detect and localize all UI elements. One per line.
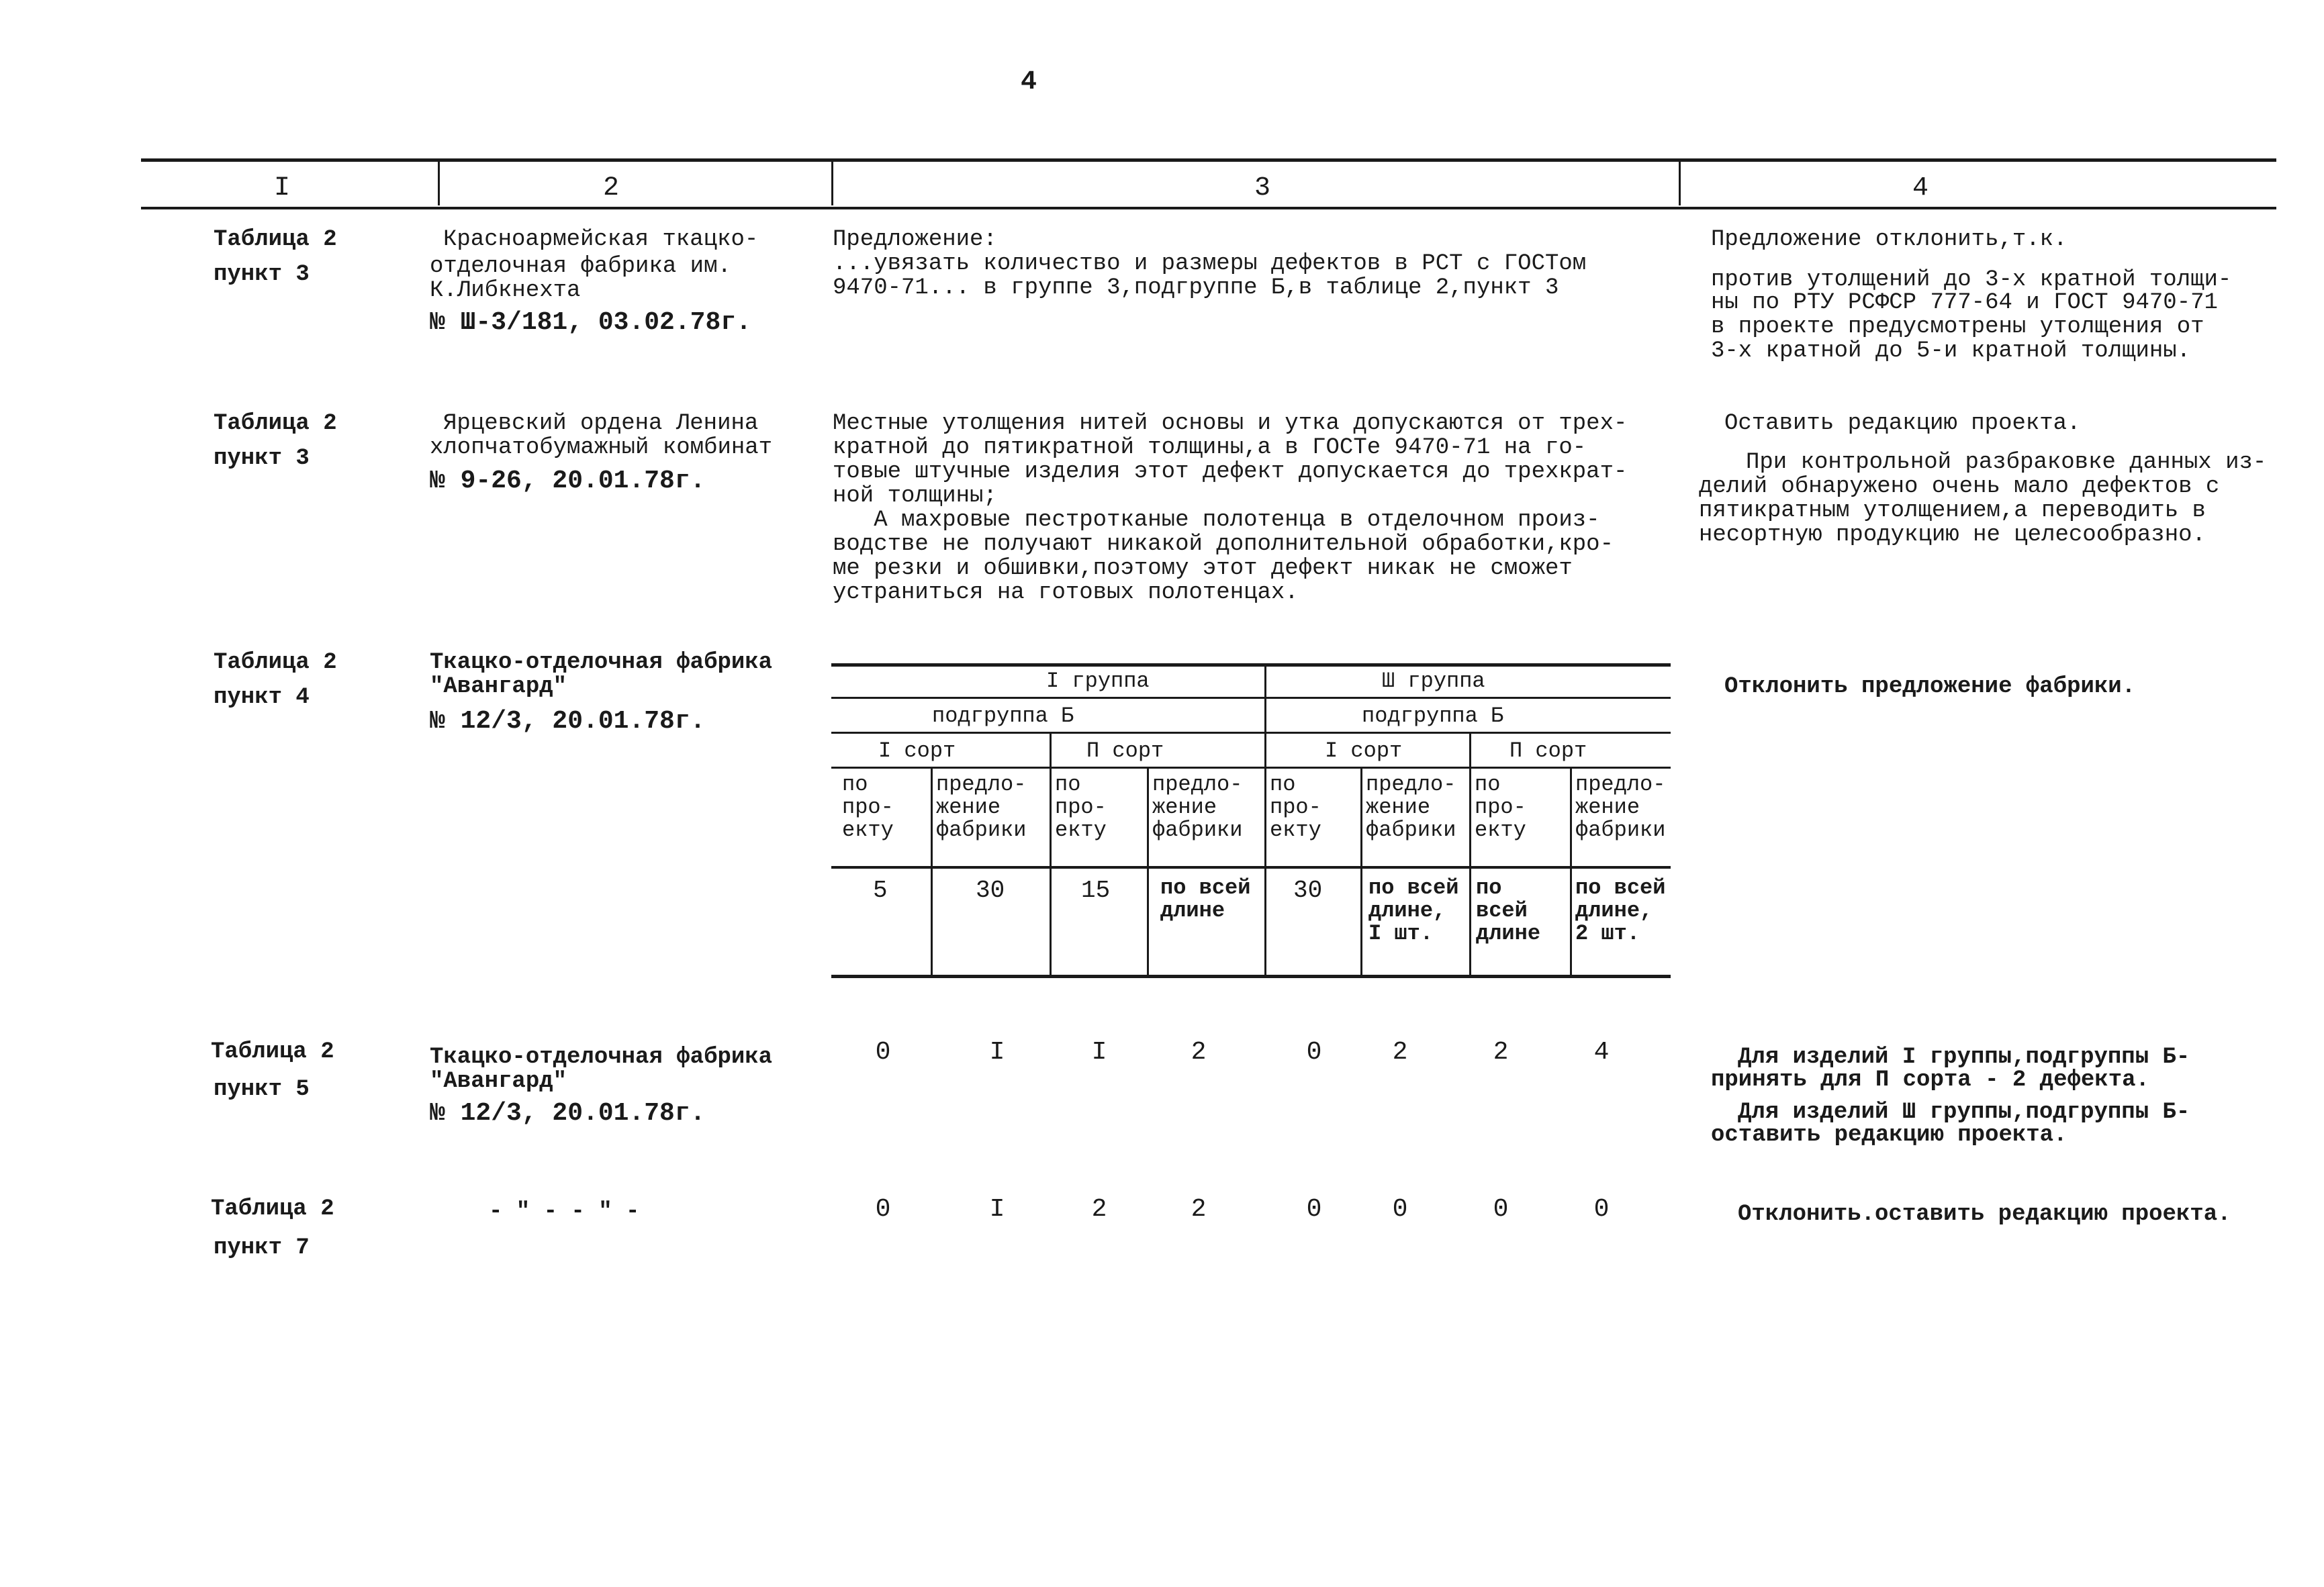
- row-4-value: 2: [1191, 1038, 1207, 1067]
- cell-value: [1160, 877, 1250, 922]
- col-head-line: по: [1055, 772, 1081, 797]
- inner-table: [831, 658, 1671, 980]
- row-2-proposal-line-1: Местные утолщения нитей основы и утка допускаются от трех-: [833, 411, 1628, 436]
- col-head-line: екту: [842, 818, 894, 843]
- inner-table-rule: [831, 663, 1671, 667]
- row-4-source-line-1: Ткацко-отделочная фабрика: [430, 1045, 773, 1070]
- col-head-line: жение: [1575, 795, 1640, 820]
- grade-label: I сорт: [878, 738, 956, 763]
- row-2-proposal-line-2: кратной до пятикратной толщины,а в ГОСТе 9470-71 на го-: [833, 435, 1587, 461]
- col-head-line: по: [1475, 772, 1501, 797]
- group-3-label: Ш группа: [1382, 669, 1485, 693]
- column-header-4: 4: [1912, 173, 1928, 203]
- col-head-line: жение: [1366, 795, 1431, 820]
- row-3-source-line-2: "Авангард": [430, 674, 567, 700]
- col-head-line: предло-: [936, 772, 1027, 797]
- row-5-decision-line-1: Отклонить.оставить редакцию проекта.: [1738, 1202, 2231, 1227]
- inner-table-divider: [1264, 665, 1266, 975]
- column-separator: [438, 161, 440, 205]
- cell-line: длине: [1476, 921, 1541, 946]
- row-1-decision-line-4: ны по РТУ РСФСР 777-64 и ГОСТ 9470-71: [1711, 290, 2218, 316]
- row-2-decision-line-5: пятикратным утолщением,а переводить в: [1699, 498, 2206, 524]
- column-header-3: 3: [1254, 173, 1270, 203]
- row-4-ref-line-1: Таблица 2: [211, 1039, 334, 1065]
- row-4-value: 0: [875, 1038, 891, 1067]
- header-top-rule: [141, 158, 2276, 162]
- row-2-ref-line-1: Таблица 2: [214, 411, 337, 436]
- row-2-proposal-line-5: А махровые пестротканые полотенца в отделочном произ-: [833, 508, 1600, 533]
- column-header-1: I: [273, 173, 290, 203]
- row-4-value: I: [1091, 1038, 1107, 1067]
- cell-value: 15: [1081, 877, 1111, 904]
- row-2-decision-line-1: Оставить редакцию проекта.: [1724, 411, 2081, 436]
- row-4-ref-line-2: пункт 5: [214, 1077, 310, 1102]
- row-4-value: 0: [1306, 1038, 1322, 1067]
- inner-table-rule: [831, 975, 1671, 978]
- col-head-line: про-: [1475, 795, 1526, 820]
- row-4-decision-line-2: принять для П сорта - 2 дефекта.: [1711, 1067, 2149, 1093]
- col-head-line: предло-: [1575, 772, 1666, 797]
- inner-table-divider: [1360, 768, 1362, 975]
- inner-table-divider: [1570, 768, 1572, 975]
- cell-line: 2 шт.: [1575, 921, 1640, 946]
- col-head-line: про-: [842, 795, 894, 820]
- row-5-value: 0: [1593, 1195, 1610, 1224]
- row-5-ref-line-1: Таблица 2: [211, 1196, 334, 1222]
- row-1-ref-line-2: пункт 3: [214, 262, 310, 287]
- row-1-decision-line-6: 3-х кратной до 5-и кратной толщины.: [1711, 338, 2191, 364]
- col-head: [842, 773, 894, 842]
- row-4-decision-line-4: оставить редакцию проекта.: [1711, 1122, 2067, 1148]
- col-head-line: жение: [1152, 795, 1217, 820]
- group-1-label: I группа: [1046, 669, 1150, 693]
- page-number: 4: [1021, 67, 1037, 97]
- row-2-decision-line-4: делий обнаружено очень мало дефектов с: [1699, 474, 2220, 499]
- col-head: [1055, 773, 1107, 842]
- row-2-proposal-line-8: устраниться на готовых полотенцах.: [833, 580, 1299, 606]
- row-1-decision-line-3: против утолщений до 3-х кратной толщи-: [1711, 267, 2232, 293]
- row-4-decision-line-1: Для изделий I группы,подгруппы Б-: [1738, 1045, 2190, 1070]
- row-4-source-line-2: "Авангард": [430, 1069, 567, 1094]
- cell-value: [1575, 877, 1665, 945]
- col-head: [1575, 773, 1665, 842]
- col-head-line: по: [842, 772, 868, 797]
- col-head: [1475, 773, 1526, 842]
- row-5-value: 2: [1191, 1195, 1207, 1224]
- row-1-source-line-3: К.Либкнехта: [430, 278, 581, 303]
- cell-value: 30: [1293, 877, 1323, 904]
- col-head-line: екту: [1475, 818, 1526, 843]
- cell-value: 30: [976, 877, 1005, 904]
- column-header-2: 2: [602, 173, 619, 203]
- row-4-value: I: [989, 1038, 1005, 1067]
- row-5-source-ditto: - " - - " -: [489, 1199, 640, 1224]
- col-head-line: предло-: [1152, 772, 1243, 797]
- subgroup-3-label: подгруппа Б: [1362, 704, 1504, 728]
- cell-line: всей: [1476, 898, 1528, 923]
- row-4-value: 2: [1392, 1038, 1408, 1067]
- col-head-line: екту: [1055, 818, 1107, 843]
- cell-line: по всей: [1160, 875, 1251, 900]
- row-5-value: I: [989, 1195, 1005, 1224]
- inner-table-divider: [1469, 733, 1471, 975]
- row-4-decision-line-3: Для изделий Ш группы,подгруппы Б-: [1738, 1100, 2190, 1125]
- row-2-source-line-2: хлопчатобумажный комбинат: [430, 435, 773, 461]
- cell-value: 5: [873, 877, 888, 904]
- row-2-proposal-line-3: товые штучные изделия этот дефект допускается до трехкрат-: [833, 459, 1628, 485]
- row-3-source-line-1: Ткацко-отделочная фабрика: [430, 650, 773, 675]
- row-5-value: 0: [1493, 1195, 1509, 1224]
- row-4-source-ref: № 12/3, 20.01.78г.: [430, 1099, 706, 1128]
- cell-line: длине,: [1368, 898, 1446, 923]
- row-2-source-ref: № 9-26, 20.01.78г.: [430, 467, 706, 495]
- col-head-line: фабрики: [1575, 818, 1666, 843]
- row-1-ref-line-1: Таблица 2: [214, 227, 337, 252]
- row-2-proposal-line-6: водстве не получают никакой дополнительной обработки,кро-: [833, 532, 1614, 557]
- row-1-source-line-1: Красноармейская ткацко-: [443, 227, 759, 252]
- row-1-proposal-line-3: 9470-71... в группе 3,подгруппе Б,в таблице 2,пункт 3: [833, 275, 1559, 301]
- cell-value: [1368, 877, 1458, 945]
- inner-table-rule: [831, 697, 1671, 699]
- inner-table-divider: [1050, 733, 1052, 975]
- cell-line: по всей: [1368, 875, 1459, 900]
- row-1-source-ref: № Ш-3/181, 03.02.78г.: [430, 308, 751, 337]
- row-5-value: 0: [1306, 1195, 1322, 1224]
- inner-table-divider: [931, 768, 933, 975]
- row-3-ref-line-2: пункт 4: [214, 685, 310, 710]
- row-1-decision-line-5: в проекте предусмотрены утолщения от: [1711, 314, 2204, 340]
- subgroup-1-label: подгруппа Б: [932, 704, 1074, 728]
- cell-line: длине,: [1575, 898, 1653, 923]
- row-3-ref-line-1: Таблица 2: [214, 650, 337, 675]
- column-separator: [831, 161, 833, 205]
- inner-table-rule: [831, 767, 1671, 769]
- cell-line: по: [1476, 875, 1502, 900]
- col-head: [1366, 773, 1456, 842]
- row-5-ref-line-2: пункт 7: [214, 1235, 310, 1261]
- cell-value: [1476, 877, 1540, 945]
- header-bottom-rule: [141, 207, 2276, 209]
- row-1-proposal-line-1: Предложение:: [833, 227, 997, 252]
- row-5-value: 0: [875, 1195, 891, 1224]
- row-3-decision-line-1: Отклонить предложение фабрики.: [1724, 674, 2136, 700]
- col-head-line: про-: [1270, 795, 1321, 820]
- row-1-decision-line-1: Предложение отклонить,т.к.: [1711, 227, 2067, 252]
- col-head-line: про-: [1055, 795, 1107, 820]
- row-1-source-line-2: отделочная фабрика им.: [430, 254, 731, 279]
- grade-label: П сорт: [1086, 738, 1164, 763]
- inner-table-divider: [1147, 768, 1149, 975]
- row-2-proposal-line-4: ной толщины;: [833, 483, 997, 509]
- row-4-value: 2: [1493, 1038, 1509, 1067]
- row-3-source-ref: № 12/3, 20.01.78г.: [430, 707, 706, 736]
- row-4-value: 4: [1593, 1038, 1610, 1067]
- row-2-decision-line-3: При контрольной разбраковке данных из-: [1746, 450, 2267, 475]
- row-5-value: 0: [1392, 1195, 1408, 1224]
- col-head-line: фабрики: [1366, 818, 1456, 843]
- column-separator: [1679, 161, 1681, 205]
- col-head-line: предло-: [1366, 772, 1456, 797]
- col-head-line: екту: [1270, 818, 1321, 843]
- row-1-proposal-line-2: ...увязать количество и размеры дефектов в РСТ с ГОСТом: [833, 251, 1587, 277]
- col-head-line: по: [1270, 772, 1296, 797]
- grade-label: I сорт: [1325, 738, 1403, 763]
- cell-line: по всей: [1575, 875, 1666, 900]
- col-head: [1270, 773, 1321, 842]
- cell-line: длине: [1160, 898, 1225, 923]
- col-head-line: фабрики: [936, 818, 1027, 843]
- row-2-proposal-line-7: ме резки и обшивки,поэтому этот дефект никак не сможет: [833, 556, 1573, 581]
- inner-table-rule: [831, 732, 1671, 734]
- row-2-decision-line-6: несортную продукцию не целесообразно.: [1699, 522, 2206, 548]
- row-2-source-line-1: Ярцевский ордена Ленина: [443, 411, 759, 436]
- col-head: [936, 773, 1026, 842]
- cell-line: I шт.: [1368, 921, 1434, 946]
- row-2-ref-line-2: пункт 3: [214, 446, 310, 471]
- col-head-line: жение: [936, 795, 1001, 820]
- grade-label: П сорт: [1509, 738, 1587, 763]
- inner-table-rule: [831, 866, 1671, 869]
- row-5-value: 2: [1091, 1195, 1107, 1224]
- col-head: [1152, 773, 1242, 842]
- col-head-line: фабрики: [1152, 818, 1243, 843]
